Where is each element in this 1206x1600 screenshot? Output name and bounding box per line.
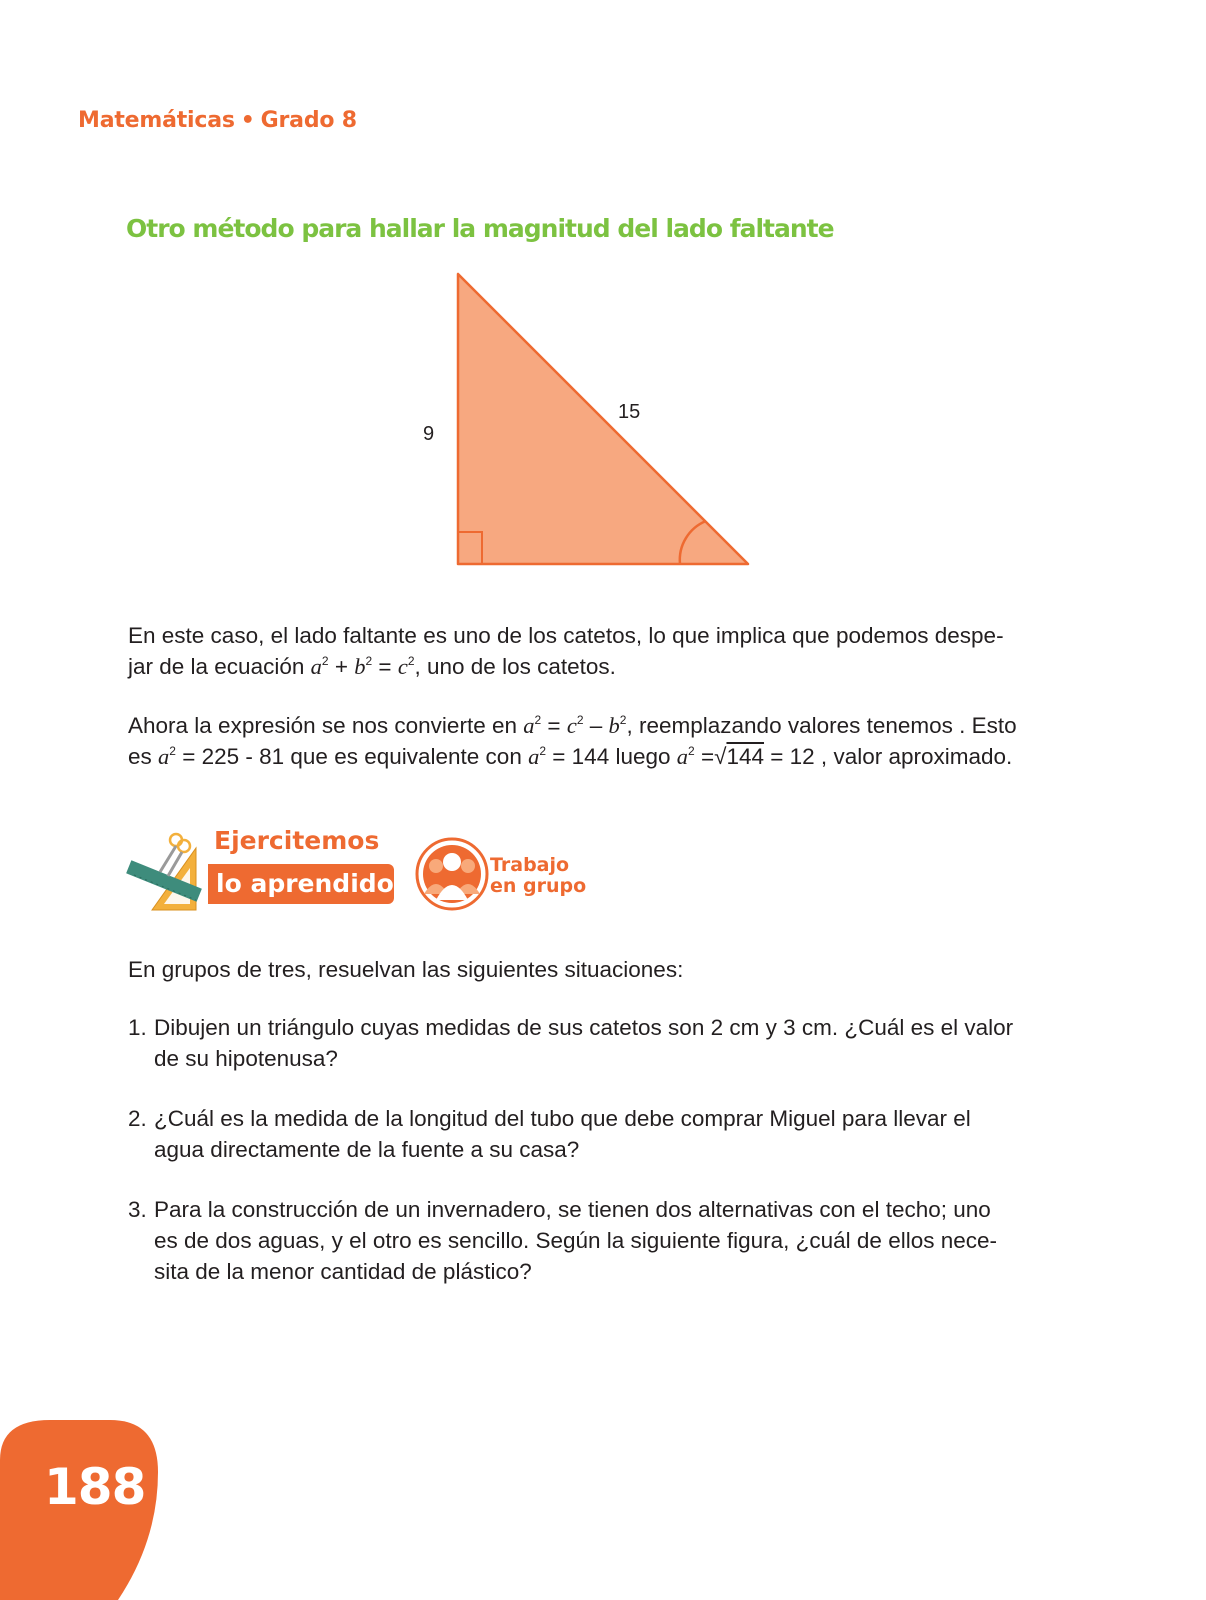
- exp: 2: [321, 654, 329, 668]
- group-work-label: [490, 855, 586, 897]
- item-line: Para la construcción de un invernadero, se tienen dos alternativas con el techo; uno: [154, 1197, 991, 1222]
- eq-a: a: [158, 744, 170, 769]
- item-line: ¿Cuál es la medida de la longitud del tubo que debe comprar Miguel para llevar el: [154, 1106, 971, 1131]
- exp: 2: [169, 744, 176, 758]
- group-work-icon: [414, 836, 490, 912]
- list-item: [128, 1194, 1048, 1287]
- list-item: [128, 1103, 1048, 1165]
- label-side-15: 15: [618, 401, 641, 423]
- eq-a: a: [310, 654, 322, 679]
- paragraph-2-line-2: [128, 741, 1048, 772]
- eq-a: a: [528, 744, 540, 769]
- eq-c: c: [566, 713, 577, 738]
- text-span: , uno de los catetos.: [414, 654, 616, 679]
- eq-plus: +: [328, 654, 355, 679]
- text-span: , reemplazando valores tenemos . Esto: [626, 713, 1017, 738]
- item-line: de su hipotenusa?: [154, 1046, 338, 1071]
- paragraph-1: [128, 620, 1048, 682]
- paragraph-1-line-1: En este caso, el lado faltante es uno de los catetos, lo que implica que podemos despe-: [128, 623, 1004, 648]
- text-span: = 12 , valor aproximado.: [764, 744, 1013, 769]
- paragraph-2-line-1: [128, 710, 1048, 741]
- item-number: 3.: [128, 1197, 147, 1222]
- eq-equals: =: [372, 654, 398, 679]
- text-span: Ahora la expresión se nos convierte en: [128, 713, 524, 738]
- header-subject: Matemáticas: [78, 108, 235, 133]
- exp: 2: [534, 713, 542, 727]
- text-span: = 144 luego: [546, 744, 677, 769]
- group-work-line-1: Trabajo: [490, 854, 570, 876]
- page-number: 188: [44, 1458, 146, 1516]
- item-line: agua directamente de la fuente a su casa?: [154, 1137, 580, 1162]
- exp: 2: [619, 713, 627, 727]
- sqrt-argument: 144: [726, 744, 765, 769]
- badge-title: Ejercitemos: [214, 826, 380, 855]
- list-item: [128, 1012, 1048, 1074]
- exercise-list: [128, 1012, 1048, 1316]
- item-number: 2.: [128, 1106, 147, 1131]
- item-line: sita de la menor cantidad de plástico?: [154, 1259, 532, 1284]
- group-work-line-2: en grupo: [490, 875, 587, 897]
- eq-b: b: [354, 654, 366, 679]
- exp: 2: [365, 654, 373, 668]
- eq-equals: =: [541, 713, 567, 738]
- paragraph-2: [128, 710, 1048, 772]
- item-line: es de dos aguas, y el otro es sencillo. Según la siguiente figura, ¿cuál de ellos nece-: [154, 1228, 998, 1253]
- paragraph-1-line-2: [128, 651, 1048, 682]
- badge-subtitle: lo aprendido: [208, 864, 394, 904]
- sqrt-sign: =√: [694, 744, 727, 769]
- running-header: [78, 108, 357, 133]
- exp: 2: [539, 744, 547, 758]
- eq-c: c: [397, 654, 408, 679]
- right-triangle-figure: [400, 268, 760, 578]
- text-span: = 225 - 81 que es equivalente con: [175, 744, 529, 769]
- text-span: es: [128, 744, 159, 769]
- item-number: 1.: [128, 1015, 147, 1040]
- eq-a: a: [523, 713, 535, 738]
- ruler-compass-icon: [124, 828, 214, 914]
- eq-b: b: [608, 713, 620, 738]
- section-title: Otro método para hallar la magnitud del lado faltante: [126, 214, 834, 243]
- eq-a: a: [676, 744, 689, 769]
- exp: 2: [688, 744, 695, 758]
- item-line: Dibujen un triángulo cuyas medidas de sus catetos son 2 cm y 3 cm. ¿Cuál es el valor: [154, 1015, 1014, 1040]
- header-grade: Grado 8: [260, 108, 357, 133]
- eq-minus: –: [583, 713, 609, 738]
- exp: 2: [576, 713, 584, 727]
- exercises-intro: En grupos de tres, resuelvan las siguientes situaciones:: [128, 957, 684, 982]
- header-separator: •: [240, 108, 255, 133]
- text-span: jar de la ecuación: [128, 654, 311, 679]
- exp: 2: [407, 654, 415, 668]
- label-side-9: 9: [423, 423, 435, 445]
